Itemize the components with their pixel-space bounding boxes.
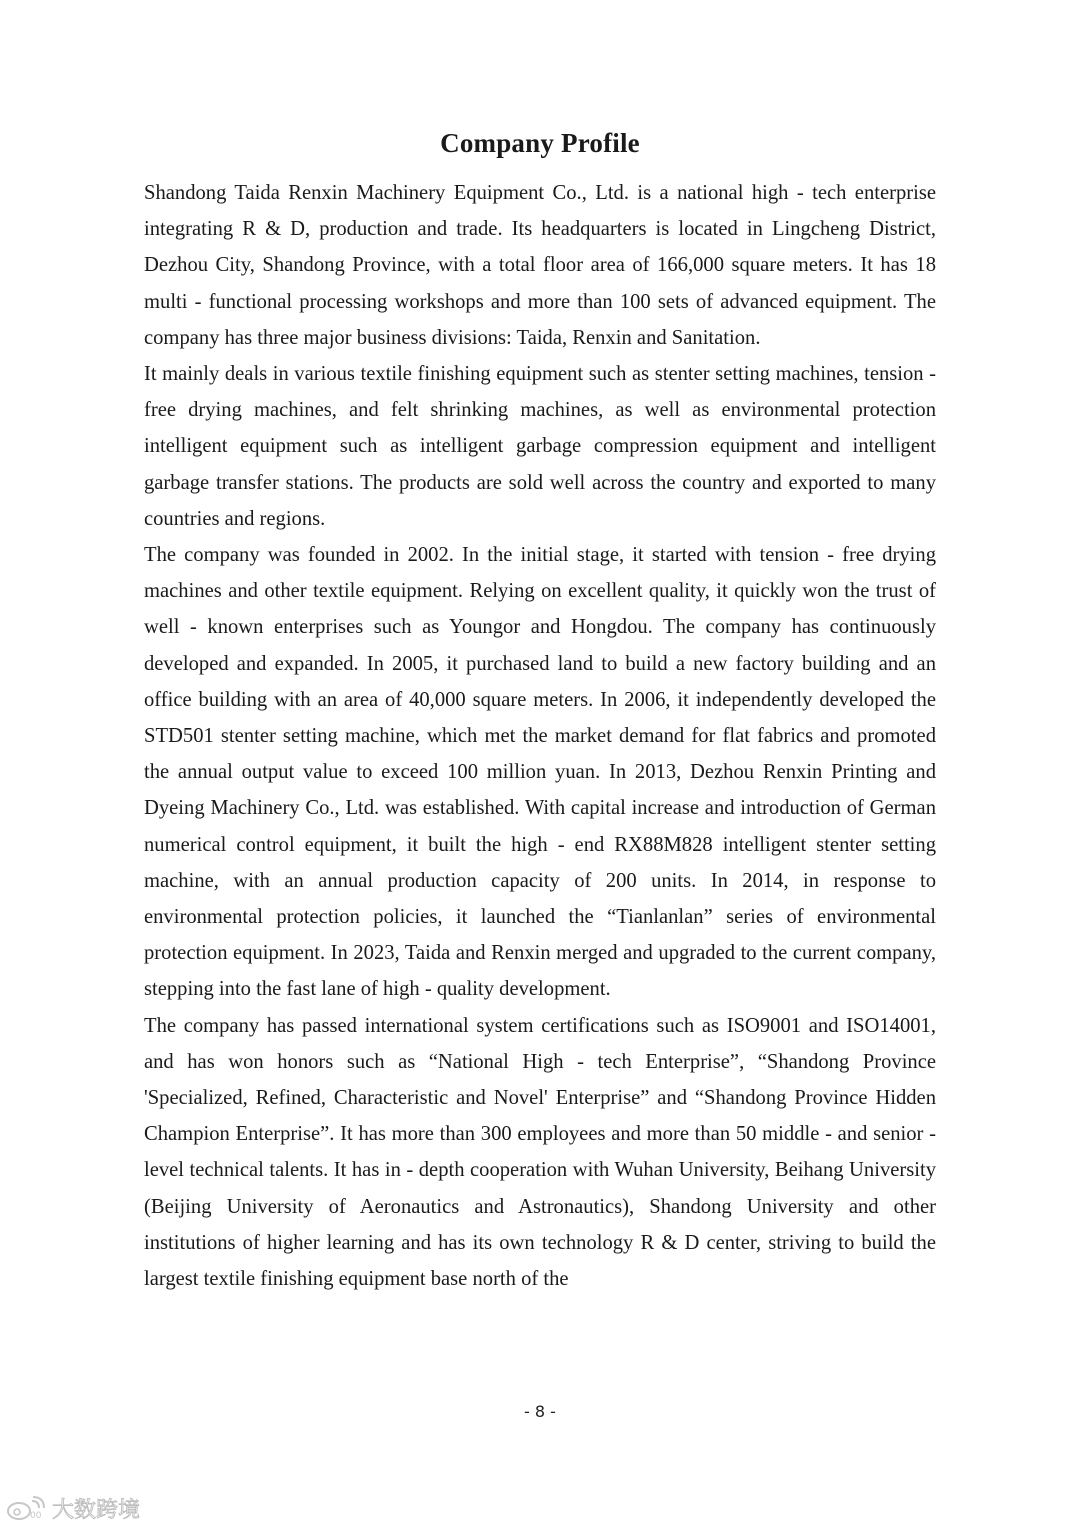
paragraph-2: It mainly deals in various textile finishing equipment such as stenter setting machines, tension - free drying machines, and felt shrinking machines, as well as environmental protection intelligent equipment such as intelligent garbage compression equipment and intelligent garbage transfer stations. The products are sold well across the country and exported to many countries and regions.	[144, 363, 936, 530]
watermark-text	[52, 1495, 152, 1523]
page-number: - 8 -	[524, 1402, 556, 1421]
paragraph-1: Shandong Taida Renxin Machinery Equipment Co., Ltd. is a national high - tech enterprise integrating R & D, production and trade. Its headquarters is located in Lingcheng District, Dezhou City, Shandong Province, with a total floor area of 166,000 square meters. It has 18 multi - functional processing workshops and more than 100 sets of advanced equipment. The company has three major business divisions: Taida, Renxin and Sanitation.	[144, 182, 936, 349]
svg-text:大数跨境: 大数跨境	[52, 1498, 141, 1523]
page-title: Company Profile	[440, 128, 640, 158]
paragraph-3: The company was founded in 2002. In the initial stage, it started with tension - free drying machines and other textile equipment. Relying on excellent quality, it quickly won the trust of well - known enterprises such as Youngor and Hongdou. The company has continuously developed and expanded. In 2005, it purchased land to build a new factory building and an office building with an area of 40,000 square meters. In 2006, it independently developed the STD501 stenter setting machine, which met the market demand for flat fabrics and promoted the annual output value to exceed 100 million yuan. In 2013, Dezhou Renxin Printing and Dyeing Machinery Co., Ltd. was established. With capital increase and introduction of German numerical control equipment, it built the high - end RX88M828 intelligent stenter setting machine, with an annual production capacity of 200 units. In 2014, in response to environmental protection policies, it launched the “Tianlanlan” series of environmental protection equipment. In 2023, Taida and Renxin merged and upgraded to the current company, stepping into the fast lane of high - quality development.	[144, 544, 936, 1001]
paragraph-4: The company has passed international system certifications such as ISO9001 and ISO14001, and has won honors such as “National High - tech Enterprise”, “Shandong Province 'Specialized, Refined, Characteristic and Novel' Enterprise” and “Shandong Province Hidden Champion Enterprise”. It has more than 300 employees and more than 50 middle - and senior - level technical talents. It has in - depth cooperation with Wuhan University, Beihang University (Beijing University of Aeronautics and Astronautics), Shandong University and other institutions of higher learning and has its own technology R & D center, striving to build the largest textile finishing equipment base north of the	[144, 1014, 936, 1291]
watermark	[6, 1494, 152, 1524]
svg-text:00: 00	[30, 1511, 42, 1521]
weibo-logo-icon	[6, 1496, 46, 1522]
body-text	[144, 175, 936, 1297]
